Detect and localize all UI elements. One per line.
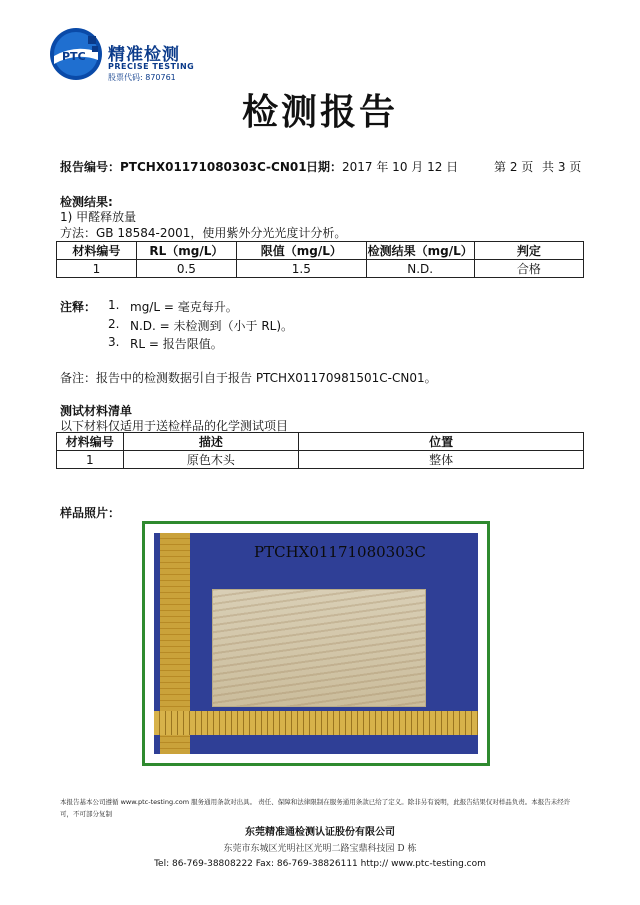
results-table xyxy=(56,241,584,278)
table-row xyxy=(57,260,584,278)
column-header: 描述 xyxy=(123,433,299,451)
note-number: 3. xyxy=(108,335,120,349)
column-header: 限值（mg/L） xyxy=(236,242,366,260)
materials-heading: 测试材料清单 xyxy=(60,404,133,418)
note-number: 2. xyxy=(108,317,120,331)
table-row xyxy=(57,451,584,469)
table-cell: 原色木头 xyxy=(123,451,299,469)
column-header: 材料编号 xyxy=(57,242,137,260)
company-logo xyxy=(48,26,198,82)
footer-disclaimer: 本报告基本公司遵循 www.ptc-testing.com 服务通用条款对出具。 责任、保障和法律限制在服务通用条款已给了定义。除非另有说明，此报告结果仅对样品负责。本报告未经许可，不可部分复制 xyxy=(60,798,571,818)
sample-photo-frame xyxy=(142,521,490,766)
note-text: RL = 报告限值。 xyxy=(130,337,223,351)
footer-contact: Tel: 86-769-38808222 Fax: 86-769-38826111 http:// www.ptc-testing.com xyxy=(154,859,486,869)
table-header-row xyxy=(57,242,584,260)
column-header: 位置 xyxy=(299,433,584,451)
wood-sample xyxy=(212,589,426,707)
note-text: mg/L = 毫克每升。 xyxy=(130,300,238,314)
notes-label: 注释： xyxy=(60,300,97,314)
note-text: N.D. = 未检测到（小于 RL)。 xyxy=(130,319,294,333)
ptc-logo-icon xyxy=(48,26,104,82)
footer-address: 东莞市东城区光明社区光明二路宝鼎科技园 D 栋 xyxy=(223,844,417,854)
results-method: 方法：GB 18584-2001，使用紫外分光光度计分析。 xyxy=(60,226,347,240)
table-cell: 0.5 xyxy=(136,260,236,278)
document-title: 检测报告 xyxy=(241,91,398,133)
remark: 备注：报告中的检测数据引自于报告 PTCHX01170981501C-CN01。 xyxy=(60,371,437,385)
report-date-value: 2017 年 10 月 12 日 xyxy=(342,160,459,174)
table-header-row xyxy=(57,433,584,451)
materials-subheading: 以下材料仅适用于送检样品的化学测试项目 xyxy=(60,419,289,433)
page-number: 第 2 页 xyxy=(494,160,534,174)
report-number-label: 报告编号： xyxy=(60,160,121,174)
report-number-value: PTCHX01171080303C-CN01 xyxy=(120,160,307,174)
sample-id-label: PTCHX01171080303C xyxy=(254,543,426,561)
column-header: RL（mg/L） xyxy=(136,242,236,260)
report-date xyxy=(306,158,458,175)
logo-stock-code: 股票代码: 870761 xyxy=(108,73,176,82)
materials-table xyxy=(56,432,584,469)
table-cell: 1 xyxy=(57,260,137,278)
note-number: 1. xyxy=(108,298,120,312)
column-header: 材料编号 xyxy=(57,433,124,451)
logo-chinese-name: 精准检测 xyxy=(108,45,180,65)
table-cell: 1.5 xyxy=(236,260,366,278)
report-number xyxy=(60,158,307,175)
photo-label: 样品照片： xyxy=(60,506,121,520)
results-item: 1) 甲醛释放量 xyxy=(60,210,137,224)
table-cell: N.D. xyxy=(366,260,474,278)
logo-english-name: PRECISE TESTING xyxy=(108,62,195,71)
table-cell: 整体 xyxy=(299,451,584,469)
page-total: 共 3 页 xyxy=(542,160,582,174)
table-cell: 1 xyxy=(57,451,124,469)
column-header: 判定 xyxy=(474,242,583,260)
footer-company: 东莞精准通检测认证股份有限公司 xyxy=(245,827,395,838)
report-date-label: 日期： xyxy=(306,160,343,174)
column-header: 检测结果（mg/L） xyxy=(366,242,474,260)
horizontal-ruler xyxy=(154,711,478,735)
table-cell: 合格 xyxy=(474,260,583,278)
sample-photo xyxy=(154,533,478,754)
results-heading: 检测结果: xyxy=(60,195,113,209)
logo-letters: PTC xyxy=(62,50,86,63)
